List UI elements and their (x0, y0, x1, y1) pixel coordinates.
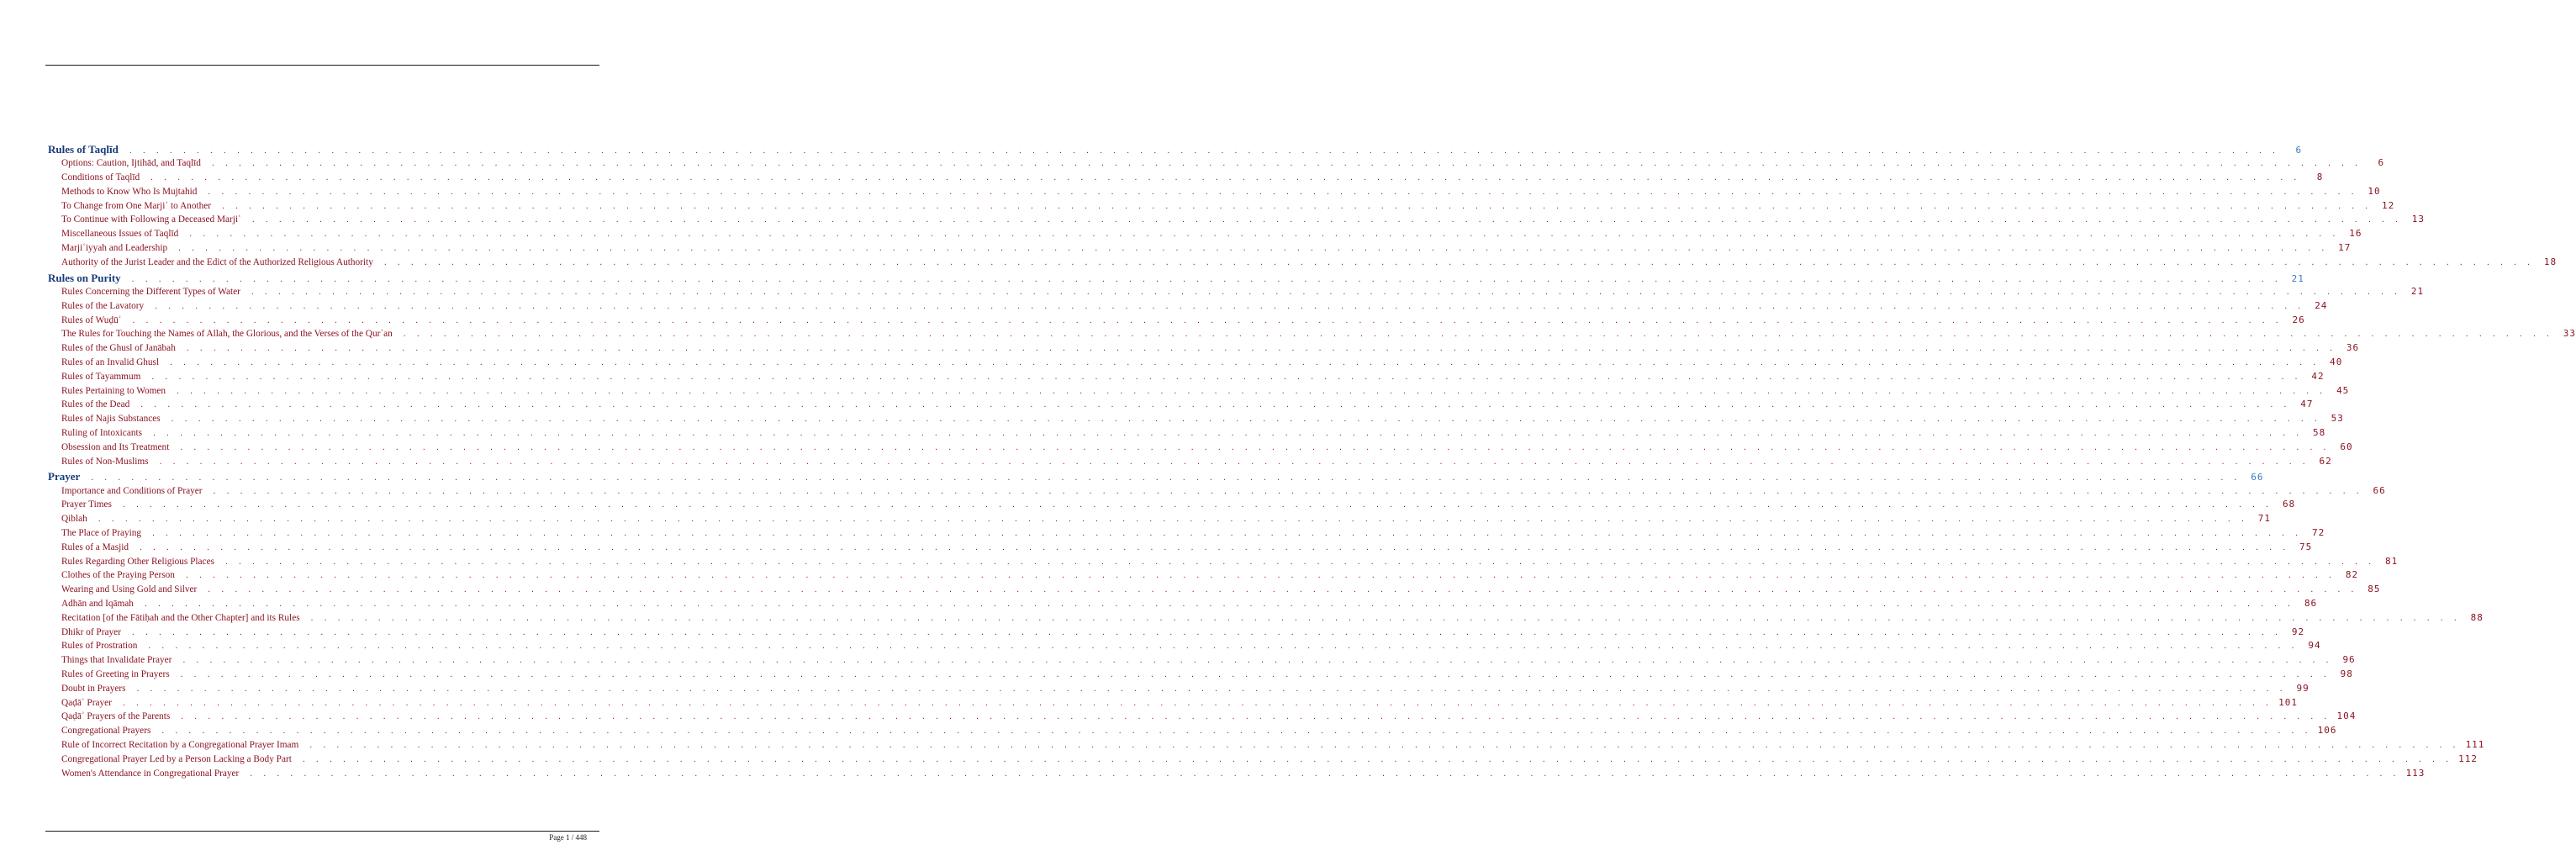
toc-entry-title: Dhikr of Prayer (61, 626, 121, 637)
dot-leader: . . . . . . . . . . . . . . . . . . . . . . . . . . . . . . . . . . . . . . . . . . . . . . . . . . . . . . . . . . . . . . . . . . . . . . . . . . . . . . . . . . . . . . . . . . . . . . . . . . . . . . . . . . . . . . . . . . . . . . . . . . . . . . . . . . . . . . . . . . . . . . . . . . . . . . . . . . . . . . . . (130, 275, 2281, 283)
toc-entry-title: Rules Regarding Other Religious Places (61, 556, 214, 567)
toc-entry-page-number: 42 (2311, 370, 2325, 382)
toc-entry-page-number: 6 (2295, 145, 2303, 156)
toc-entry[interactable] (48, 242, 2352, 256)
toc-entry-page-number: 58 (2313, 426, 2326, 438)
dot-leader: . . . . . . . . . . . . . . . . . . . . . . . . . . . . . . . . . . . . . . . . . . . . . . . . . . . . . . . . . . . . . . . . . . . . . . . . . . . . . . . . . . . . . . . . . . . . . . . . . . . . . . . . . . . . . . . . . . . . . . . . . . . . . . . . . . . . . . . . . . . . . . . . . . . . . . . . . . . . . . . . (182, 657, 2332, 665)
toc-entry-title: Rules of Prostration (61, 641, 138, 652)
toc-entry[interactable] (48, 738, 2485, 753)
toc-section-entry[interactable] (48, 143, 2303, 157)
dot-leader: . . . . . . . . . . . . . . . . . . . . . . . . . . . . . . . . . . . . . . . . . . . . . . . . . . . . . . . . . . . . . . . . . . . . . . . . . . . . . . . . . . . . . . . . . . . . . . . . . . . . . . . . . . . . . . . . . . . . . . . . . . . . . . . . . . . . . . . . . . . . . . . . . . . . . . . . . . . . . . . . (135, 684, 2286, 693)
dot-leader: . . . . . . . . . . . . . . . . . . . . . . . . . . . . . . . . . . . . . . . . . . . . . . . . . . . . . . . . . . . . . . . . . . . . . . . . . . . . . . . . . . . . . . . . . . . . . . . . . . . . . . . . . . . . . . . . . . . . . . . . . . . . . . . . . . . . . . . . . . . . . . . . . . . . . . . . . . . . . . . . (130, 628, 2282, 637)
toc-entry-title: Prayer (48, 470, 81, 483)
toc-entry[interactable] (48, 328, 2576, 342)
toc-entry-page-number: 66 (2251, 472, 2264, 483)
toc-entry-title: Congregational Prayer Led by a Person Lacking a Body Part (61, 753, 292, 764)
dot-leader: . . . . . . . . . . . . . . . . . . . . . . . . . . . . . . . . . . . . . . . . . . . . . . . . . . . . . . . . . . . . . . . . . . . . . . . . . . . . . . . . . . . . . . . . . . . . . . . . . . . . . . . . . . . . . . . . . . . . . . . . . . . . . . . . . . . . . . . . . . . . . . . . . . . . . . . . . . . . . . . . (309, 741, 2459, 749)
toc-entry[interactable] (48, 569, 2359, 584)
toc-entry[interactable] (48, 356, 2343, 371)
dot-leader: . . . . . . . . . . . . . . . . . . . . . . . . . . . . . . . . . . . . . . . . . . . . . . . . . . . . . . . . . . . . . . . . . . . . . . . . . . . . . . . . . . . . . . . . . . . . . . . . . . . . . . . . . . . . . . . . . . . . . . . . . . . . . . . . . . . . . . . . . . . . . . . . . . . . . . . . . . . . . . . . (250, 288, 2401, 296)
toc-entry-page-number: 82 (2345, 569, 2359, 581)
dot-leader: . . . . . . . . . . . . . . . . . . . . . . . . . . . . . . . . . . . . . . . . . . . . . . . . . . . . . . . . . . . . . . . . . . . . . . . . . . . . . . . . . . . . . . . . . . . . . . . . . . . . . . . . . . . . . . . . . . . . . . . . . . . . . . . . . . . . . . . . . . . . . . . . . . . . . . . . . . . . . . . . (177, 245, 2328, 253)
dot-leader: . . . . . . . . . . . . . . . . . . . . . . . . . . . . . . . . . . . . . . . . . . . . . . . . . . . . . . . . . . . . . . . . . . . . . . . . . . . . . . . . . . . . . . . . . . . . . . . . . . . . . . . . . . . . . . . . . . . . . . . . . . . . . . . . . . . . . . . . . . . . . . . . . . . . . . . . . . . . . . . . (212, 487, 2362, 495)
toc-entry-page-number: 96 (2342, 654, 2356, 666)
header-rule (45, 65, 599, 66)
footer-rule (45, 831, 599, 832)
dot-leader: . . . . . . . . . . . . . . . . . . . . . . . . . . . . . . . . . . . . . . . . . . . . . . . . . . . . . . . . . . . . . . . . . . . . . . . . . . . . . . . . . . . . . . . . . . . . . . . . . . . . . . . . . . . . . . . . . . . . . . . . . . . . . . . . . . . . . . . . . . . . . . . . . . . . . . . . . . . . . . . . (121, 699, 2272, 707)
toc-entry-title: Rules of the Ghusl of Janābah (61, 343, 176, 354)
toc-entry-page-number: 88 (2470, 611, 2484, 623)
toc-entry[interactable] (48, 214, 2426, 228)
toc-entry-title: Conditions of Taqlīd (61, 172, 140, 183)
toc-entry[interactable] (48, 513, 2271, 527)
dot-leader: . . . . . . . . . . . . . . . . . . . . . . . . . . . . . . . . . . . . . . . . . . . . . . . . . . . . . . . . . . . . . . . . . . . . . . . . . . . . . . . . . . . . . . . . . . . . . . . . . . . . . . . . . . . . . . . . . . . . . . . . . . . . . . . . . . . . . . . . . . . . . . . . . . . . . . . . . . . . . . . . (140, 401, 2290, 409)
toc-entry[interactable] (48, 626, 2305, 641)
dot-leader: . . . . . . . . . . . . . . . . . . . . . . . . . . . . . . . . . . . . . . . . . . . . . . . . . . . . . . . . . . . . . . . . . . . . . . . . . . . . . . . . . . . . . . . . . . . . . . . . . . . . . . . . . . . . . . . . . . . . . . . . . . . . . . . . . . . . . . . . . . . . . . . . . . . . . . . . . . . . . . . . (210, 160, 2362, 168)
toc-entry[interactable] (48, 157, 2385, 172)
dot-leader: . . . . . . . . . . . . . . . . . . . . . . . . . . . . . . . . . . . . . . . . . . . . . . . . . . . . . . . . . . . . . . . . . . . . . . . . . . . . . . . . . . . . . . . . . . . . . . . . . . . . . . . . . . . . . . . . . . . . . . . . . . . . . . . . . . . . . . . . . . . . . . . . . . . . . . . . . . . . . . . . (176, 387, 2326, 395)
dot-leader: . . . . . . . . . . . . . . . . . . . . . . . . . . . . . . . . . . . . . . . . . . . . . . . . . . . . . . . . . . . . . . . . . . . . . . . . . . . . . . . . . . . . . . . . . . . . . . . . . . . . . . . . . . . . . . . . . . . . . . . . . . . . . . . . . . . . . . . . . . . . . . . . . . . . . . . . . . . . . . . . (158, 457, 2309, 466)
dot-leader: . . . . . . . . . . . . . . . . . . . . . . . . . . . . . . . . . . . . . . . . . . . . . . . . . . . . . . . . . . . . . . . . . . . . . . . . . . . . . . . . . . . . . . . . . . . . . . . . . . . . . . . . . . . . . . . . . . . . . . . . . . . . . . . . . . . . . . . . . . . . . . . . . . . . . . . . . . . . . . . . (170, 415, 2320, 424)
toc-entry-title: Rules of Najis Substances (61, 414, 161, 425)
toc-entry[interactable] (48, 426, 2326, 441)
dot-leader: . . . . . . . . . . . . . . . . . . . . . . . . . . . . . . . . . . . . . . . . . . . . . . . . . . . . . . . . . . . . . . . . . . . . . . . . . . . . . . . . . . . . . . . . . . . . . . . . . . . . . . . . . . . . . . . . . . . . . . . . . . . . . . . . . . . . . . . . . . . . . . . . . . . . . . . . . . . . . . . . (150, 174, 2300, 182)
toc-entry-page-number: 68 (2282, 499, 2296, 510)
toc-entry-page-number: 112 (2458, 753, 2478, 764)
toc-entry-page-number: 66 (2373, 484, 2386, 496)
toc-entry-title: Authority of the Jurist Leader and the Edict of the Authorized Religious Authority (61, 256, 373, 267)
dot-leader: . . . . . . . . . . . . . . . . . . . . . . . . . . . . . . . . . . . . . . . . . . . . . . . . . . . . . . . . . . . . . . . . . . . . . . . . . . . . . . . . . . . . . . . . . . . . . . . . . . . . . . . . . . . . . . . . . . . . . . . . . . . . . . . . . . . . . . . . . . . . . . . . . . . . . . . . . . . . . . . . (161, 727, 2311, 736)
toc-entry-title: Rules of Taqlīd (48, 143, 119, 156)
toc-entry-page-number: 104 (2336, 710, 2357, 722)
toc-section-entry[interactable] (48, 470, 2264, 484)
dot-leader: . . . . . . . . . . . . . . . . . . . . . . . . . . . . . . . . . . . . . . . . . . . . . . . . . . . . . . . . . . . . . . . . . . . . . . . . . . . . . . . . . . . . . . . . . . . . . . . . . . . . . . . . . . . . . . . . . . . . . . . . . . . . . . . . . . . . . . . . . . . . . . . . . . . . . . . . . . . . . . . . (97, 515, 2247, 524)
dot-leader: . . . . . . . . . . . . . . . . . . . . . . . . . . . . . . . . . . . . . . . . . . . . . . . . . . . . . . . . . . . . . . . . . . . . . . . . . . . . . . . . . . . . . . . . . . . . . . . . . . . . . . . . . . . . . . . . . . . . . . . . . . . . . . . . . . . . . . . . . . . . . . . . . . . . . . . . . . . . . . . . (249, 769, 2399, 778)
dot-leader: . . . . . . . . . . . . . . . . . . . . . . . . . . . . . . . . . . . . . . . . . . . . . . . . . . . . . . . . . . . . . . . . . . . . . . . . . . . . . . . . . . . . . . . . . . . . . . . . . . . . . . . . . . . . . . . . . . . . . . . . . . . . . . . . . . . . . . . . . . . . . . . . . . . . . . . . . . . . . . . . (90, 474, 2241, 483)
toc-entry-page-number: 53 (2331, 413, 2344, 425)
toc-entry-title: Miscellaneous Issues of Taqlīd (61, 229, 179, 240)
toc-entry-title: Rules Pertaining to Women (61, 385, 166, 396)
toc-entry[interactable] (48, 185, 2381, 200)
toc-entry-title: Things that Invalidate Prayer (61, 655, 172, 666)
toc-entry[interactable] (48, 370, 2325, 385)
toc-entry-title: The Place of Praying (61, 528, 142, 539)
toc-entry-title: Rules of the Lavatory (61, 300, 145, 311)
dot-leader: . . . . . . . . . . . . . . . . . . . . . . . . . . . . . . . . . . . . . . . . . . . . . . . . . . . . . . . . . . . . . . . . . . . . . . . . . . . . . . . . . . . . . . . . . . . . . . . . . . . . . . . . . . . . . . . . . . . . . . . . . . . . . . . . . . . . . . . . . . . . . . . . . . . . . . . . . . . . . . . . (402, 330, 2553, 339)
toc-entry-title: Ruling of Intoxicants (61, 427, 143, 438)
dot-leader: . . . . . . . . . . . . . . . . . . . . . . . . . . . . . . . . . . . . . . . . . . . . . . . . . . . . . . . . . . . . . . . . . . . . . . . . . . . . . . . . . . . . . . . . . . . . . . . . . . . . . . . . . . . . . . . . . . . . . . . . . . . . . . . . . . . . . . . . . . . . . . . . . . . . . . . . . . . . . . . . (221, 202, 2372, 210)
toc-entry[interactable] (48, 725, 2337, 739)
toc-entry-title: Rules of a Masjid (61, 541, 129, 552)
toc-entry-title: To Continue with Following a Deceased Marjiʿ (61, 214, 241, 225)
toc-entry-page-number: 85 (2367, 584, 2381, 595)
dot-leader: . . . . . . . . . . . . . . . . . . . . . . . . . . . . . . . . . . . . . . . . . . . . . . . . . . . . . . . . . . . . . . . . . . . . . . . . . . . . . . . . . . . . . . . . . . . . . . . . . . . . . . . . . . . . . . . . . . . . . . . . . . . . . . . . . . . . . . . . . . . . . . . . . . . . . . . . . . . . . . . . (154, 302, 2304, 310)
toc-entry-page-number: 47 (2300, 399, 2314, 410)
toc-entry-page-number: 16 (2349, 228, 2362, 240)
toc-entry-page-number: 6 (2378, 157, 2385, 169)
toc-entry-title: Rules of Tayammum (61, 371, 141, 382)
toc-entry-title: To Change from One Marjiʿ to Another (61, 200, 212, 211)
dot-leader: . . . . . . . . . . . . . . . . . . . . . . . . . . . . . . . . . . . . . . . . . . . . . . . . . . . . . . . . . . . . . . . . . . . . . . . . . . . . . . . . . . . . . . . . . . . . . . . . . . . . . . . . . . . . . . . . . . . . . . . . . . . . . . . . . . . . . . . . . . . . . . . . . . . . . . . . . . . . . . . . (179, 670, 2330, 679)
toc-entry[interactable] (48, 314, 2305, 329)
dot-leader: . . . . . . . . . . . . . . . . . . . . . . . . . . . . . . . . . . . . . . . . . . . . . . . . . . . . . . . . . . . . . . . . . . . . . . . . . . . . . . . . . . . . . . . . . . . . . . . . . . . . . . . . . . . . . . . . . . . . . . . . . . . . . . . . . . . . . . . . . . . . . . . . . . . . . . . . . . . . . . . . (147, 642, 2298, 651)
page-indicator: Page 1 / 448 (549, 833, 587, 842)
toc-entry[interactable] (48, 228, 2362, 242)
toc-entry-page-number: 12 (2382, 199, 2395, 211)
toc-entry[interactable] (48, 767, 2426, 782)
toc-entry-title: Marjiʿiyyah and Leadership (61, 243, 168, 254)
dot-leader: . . . . . . . . . . . . . . . . . . . . . . . . . . . . . . . . . . . . . . . . . . . . . . . . . . . . . . . . . . . . . . . . . . . . . . . . . . . . . . . . . . . . . . . . . . . . . . . . . . . . . . . . . . . . . . . . . . . . . . . . . . . . . . . . . . . . . . . . . . . . . . . . . . . . . . . . . . . . . . . . (184, 572, 2336, 580)
dot-leader: . . . . . . . . . . . . . . . . . . . . . . . . . . . . . . . . . . . . . . . . . . . . . . . . . . . . . . . . . . . . . . . . . . . . . . . . . . . . . . . . . . . . . . . . . . . . . . . . . . . . . . . . . . . . . . . . . . . . . . . . . . . . . . . . . . . . . . . . . . . . . . . . . . . . . . . . . . . . . . . . (383, 258, 2534, 267)
toc-entry-page-number: 33 (2563, 328, 2576, 340)
toc-entry[interactable] (48, 484, 2386, 499)
dot-leader: . . . . . . . . . . . . . . . . . . . . . . . . . . . . . . . . . . . . . . . . . . . . . . . . . . . . . . . . . . . . . . . . . . . . . . . . . . . . . . . . . . . . . . . . . . . . . . . . . . . . . . . . . . . . . . . . . . . . . . . . . . . . . . . . . . . . . . . . . . . . . . . . . . . . . . . . . . . . . . . . (169, 358, 2320, 367)
toc-entry-page-number: 75 (2299, 541, 2313, 552)
toc-entry-page-number: 40 (2330, 356, 2343, 367)
toc-entry-page-number: 99 (2296, 682, 2309, 694)
dot-leader: . . . . . . . . . . . . . . . . . . . . . . . . . . . . . . . . . . . . . . . . . . . . . . . . . . . . . . . . . . . . . . . . . . . . . . . . . . . . . . . . . . . . . . . . . . . . . . . . . . . . . . . . . . . . . . . . . . . . . . . . . . . . . . . . . . . . . . . . . . . . . . . . . . . . . . . . . . . . . . . . (150, 372, 2301, 381)
dot-leader: . . . . . . . . . . . . . . . . . . . . . . . . . . . . . . . . . . . . . . . . . . . . . . . . . . . . . . . . . . . . . . . . . . . . . . . . . . . . . . . . . . . . . . . . . . . . . . . . . . . . . . . . . . . . . . . . . . . . . . . . . . . . . . . . . . . . . . . . . . . . . . . . . . . . . . . . . . . . . . . . (207, 586, 2357, 594)
toc-entry-page-number: 24 (2315, 299, 2328, 311)
toc-entry[interactable] (48, 413, 2344, 427)
toc-entry[interactable] (48, 598, 2318, 612)
toc-section-entry[interactable] (48, 271, 2304, 286)
toc-entry-title: Options: Caution, Ijtihād, and Taqlīd (61, 158, 201, 169)
toc-entry[interactable] (48, 399, 2314, 413)
dot-leader: . . . . . . . . . . . . . . . . . . . . . . . . . . . . . . . . . . . . . . . . . . . . . . . . . . . . . . . . . . . . . . . . . . . . . . . . . . . . . . . . . . . . . . . . . . . . . . . . . . . . . . . . . . . . . . . . . . . . . . . . . . . . . . . . . . . . . . . . . . . . . . . . . . . . . . . . . . . . . . . . (151, 530, 2302, 538)
toc-entry-page-number: 72 (2312, 527, 2325, 539)
dot-leader: . . . . . . . . . . . . . . . . . . . . . . . . . . . . . . . . . . . . . . . . . . . . . . . . . . . . . . . . . . . . . . . . . . . . . . . . . . . . . . . . . . . . . . . . . . . . . . . . . . . . . . . . . . . . . . . . . . . . . . . . . . . . . . . . . . . . . . . . . . . . . . . . . . . . . . . . . . . . . . . . (251, 216, 2402, 224)
toc-entry-title: Women's Attendance in Congregational Prayer (61, 768, 240, 779)
toc-entry[interactable] (48, 640, 2321, 654)
toc-entry[interactable] (48, 654, 2356, 668)
dot-leader: . . . . . . . . . . . . . . . . . . . . . . . . . . . . . . . . . . . . . . . . . . . . . . . . . . . . . . . . . . . . . . . . . . . . . . . . . . . . . . . . . . . . . . . . . . . . . . . . . . . . . . . . . . . . . . . . . . . . . . . . . . . . . . . . . . . . . . . . . . . . . . . . . . . . . . . . . . . . . . . . (128, 147, 2279, 155)
dot-leader: . . . . . . . . . . . . . . . . . . . . . . . . . . . . . . . . . . . . . . . . . . . . . . . . . . . . . . . . . . . . . . . . . . . . . . . . . . . . . . . . . . . . . . . . . . . . . . . . . . . . . . . . . . . . . . . . . . . . . . . . . . . . . . . . . . . . . . . . . . . . . . . . . . . . . . . . . . . . . . . . (185, 345, 2336, 353)
toc-entry-title: Rules of the Dead (61, 399, 130, 410)
toc-entry-title: Obsession and Its Treatment (61, 441, 170, 452)
toc-entry-title: Importance and Conditions of Prayer (61, 485, 203, 496)
toc-entry-title: Rules of Greeting in Prayers (61, 668, 170, 679)
toc-entry-page-number: 8 (2316, 172, 2324, 183)
toc-entry-page-number: 94 (2308, 640, 2321, 652)
toc-entry[interactable] (48, 285, 2425, 300)
toc-entry-page-number: 98 (2340, 668, 2353, 679)
toc-entry[interactable] (48, 455, 2332, 470)
dot-leader: . . . . . . . . . . . . . . . . . . . . . . . . . . . . . . . . . . . . . . . . . . . . . . . . . . . . . . . . . . . . . . . . . . . . . . . . . . . . . . . . . . . . . . . . . . . . . . . . . . . . . . . . . . . . . . . . . . . . . . . . . . . . . . . . . . . . . . . . . . . . . . . . . . . . . . . . . . . . . . . . (152, 429, 2303, 437)
toc-entry-title: Rules Concerning the Different Types of Water (61, 286, 240, 297)
toc-entry-title: Qaḍāʾ Prayer (61, 697, 112, 708)
toc-entry[interactable] (48, 199, 2395, 214)
toc-entry-page-number: 101 (2278, 696, 2299, 708)
toc-entry-page-number: 86 (2304, 598, 2318, 609)
toc-entry-title: The Rules for Touching the Names of Allah, the Glorious, and the Verses of the Qurʾan (61, 329, 393, 340)
toc-entry-title: Rules on Purity (48, 271, 121, 284)
toc-entry[interactable] (48, 753, 2478, 768)
toc-entry-title: Wearing and Using Gold and Silver (61, 584, 198, 595)
toc-entry-page-number: 36 (2346, 342, 2360, 354)
dot-leader: . . . . . . . . . . . . . . . . . . . . . . . . . . . . . . . . . . . . . . . . . . . . . . . . . . . . . . . . . . . . . . . . . . . . . . . . . . . . . . . . . . . . . . . . . . . . . . . . . . . . . . . . . . . . . . . . . . . . . . . . . . . . . . . . . . . . . . . . . . . . . . . . . . . . . . . . . . . . . . . . (188, 230, 2339, 239)
dot-leader: . . . . . . . . . . . . . . . . . . . . . . . . . . . . . . . . . . . . . . . . . . . . . . . . . . . . . . . . . . . . . . . . . . . . . . . . . . . . . . . . . . . . . . . . . . . . . . . . . . . . . . . . . . . . . . . . . . . . . . . . . . . . . . . . . . . . . . . . . . . . . . . . . . . . . . . . . . . . . . . . (121, 501, 2272, 510)
toc-entry[interactable] (48, 499, 2296, 513)
toc-entry[interactable] (48, 584, 2381, 598)
toc-entry-page-number: 17 (2338, 242, 2352, 254)
dot-leader: . . . . . . . . . . . . . . . . . . . . . . . . . . . . . . . . . . . . . . . . . . . . . . . . . . . . . . . . . . . . . . . . . . . . . . . . . . . . . . . . . . . . . . . . . . . . . . . . . . . . . . . . . . . . . . . . . . . . . . . . . . . . . . . . . . . . . . . . . . . . . . . . . . . . . . . . . . . . . . . . (131, 316, 2282, 325)
toc-entry-page-number: 26 (2292, 314, 2305, 325)
toc-entry-title: Adhān and Iqāmah (61, 599, 134, 609)
toc-entry-page-number: 106 (2317, 725, 2337, 737)
toc-entry-title: Prayer Times (61, 499, 112, 510)
toc-entry[interactable] (48, 384, 2350, 399)
toc-entry-title: Doubt in Prayers (61, 683, 126, 694)
toc-entry-page-number: 81 (2384, 555, 2399, 567)
toc-entry-page-number: 13 (2411, 214, 2426, 225)
toc-entry-page-number: 10 (2367, 185, 2381, 197)
toc-entry[interactable] (48, 299, 2328, 314)
toc-entry-title: Methods to Know Who Is Mujtahid (61, 186, 198, 197)
dot-leader: . . . . . . . . . . . . . . . . . . . . . . . . . . . . . . . . . . . . . . . . . . . . . . . . . . . . . . . . . . . . . . . . . . . . . . . . . . . . . . . . . . . . . . . . . . . . . . . . . . . . . . . . . . . . . . . . . . . . . . . . . . . . . . . . . . . . . . . . . . . . . . . . . . . . . . . . . . . . . . . . (139, 543, 2289, 552)
dot-leader: . . . . . . . . . . . . . . . . . . . . . . . . . . . . . . . . . . . . . . . . . . . . . . . . . . . . . . . . . . . . . . . . . . . . . . . . . . . . . . . . . . . . . . . . . . . . . . . . . . . . . . . . . . . . . . . . . . . . . . . . . . . . . . . . . . . . . . . . . . . . . . . . . . . . . . . . . . . . . . . . (207, 188, 2357, 196)
toc-entry-title: Congregational Prayers (61, 726, 151, 737)
toc-entry-page-number: 113 (2405, 767, 2426, 779)
toc-entry[interactable] (48, 696, 2299, 711)
toc-entry-title: Qaḍāʾ Prayers of the Parents (61, 711, 171, 722)
toc-entry-page-number: 92 (2291, 626, 2305, 637)
toc-entry[interactable] (48, 527, 2325, 541)
dot-leader: . . . . . . . . . . . . . . . . . . . . . . . . . . . . . . . . . . . . . . . . . . . . . . . . . . . . . . . . . . . . . . . . . . . . . . . . . . . . . . . . . . . . . . . . . . . . . . . . . . . . . . . . . . . . . . . . . . . . . . . . . . . . . . . . . . . . . . . . . . . . . . . . . . . . . . . . . . . . . . . . (143, 600, 2294, 608)
toc-entry-title: Rules of Non-Muslims (61, 456, 149, 467)
dot-leader: . . . . . . . . . . . . . . . . . . . . . . . . . . . . . . . . . . . . . . . . . . . . . . . . . . . . . . . . . . . . . . . . . . . . . . . . . . . . . . . . . . . . . . . . . . . . . . . . . . . . . . . . . . . . . . . . . . . . . . . . . . . . . . . . . . . . . . . . . . . . . . . . . . . . . . . . . . . . . . . . (309, 614, 2460, 622)
dot-leader: . . . . . . . . . . . . . . . . . . . . . . . . . . . . . . . . . . . . . . . . . . . . . . . . . . . . . . . . . . . . . . . . . . . . . . . . . . . . . . . . . . . . . . . . . . . . . . . . . . . . . . . . . . . . . . . . . . . . . . . . . . . . . . . . . . . . . . . . . . . . . . . . . . . . . . . . . . . . . . . . (180, 713, 2331, 721)
toc-entry-page-number: 21 (2291, 272, 2304, 284)
dot-leader: . . . . . . . . . . . . . . . . . . . . . . . . . . . . . . . . . . . . . . . . . . . . . . . . . . . . . . . . . . . . . . . . . . . . . . . . . . . . . . . . . . . . . . . . . . . . . . . . . . . . . . . . . . . . . . . . . . . . . . . . . . . . . . . . . . . . . . . . . . . . . . . . . . . . . . . . . . . . . . . . (179, 443, 2330, 452)
toc-entry-page-number: 62 (2319, 455, 2332, 467)
toc-entry[interactable] (48, 342, 2360, 357)
toc-entry[interactable] (48, 682, 2309, 697)
toc-entry-title: Recitation [of the Fātiḥah and the Other Chapter] and its Rules (61, 612, 300, 623)
toc-entry-page-number: 111 (2465, 738, 2485, 750)
toc-entry-page-number: 45 (2336, 384, 2350, 396)
toc-entry-page-number: 18 (2543, 256, 2558, 267)
toc-entry-title: Qiblah (61, 514, 87, 525)
toc-entry[interactable] (48, 256, 2558, 271)
toc-entry[interactable] (48, 668, 2353, 683)
dot-leader: . . . . . . . . . . . . . . . . . . . . . . . . . . . . . . . . . . . . . . . . . . . . . . . . . . . . . . . . . . . . . . . . . . . . . . . . . . . . . . . . . . . . . . . . . . . . . . . . . . . . . . . . . . . . . . . . . . . . . . . . . . . . . . . . . . . . . . . . . . . . . . . . . . . . . . . . . . . . . . . . (224, 557, 2375, 566)
dot-leader: . . . . . . . . . . . . . . . . . . . . . . . . . . . . . . . . . . . . . . . . . . . . . . . . . . . . . . . . . . . . . . . . . . . . . . . . . . . . . . . . . . . . . . . . . . . . . . . . . . . . . . . . . . . . . . . . . . . . . . . . . . . . . . . . . . . . . . . . . . . . . . . . . . . . . . . . . . . . . . . . (301, 755, 2452, 763)
toc-entry-page-number: 71 (2257, 513, 2271, 525)
toc-entry-page-number: 21 (2410, 285, 2425, 297)
toc-entry[interactable] (48, 555, 2399, 570)
toc-entry-title: Rules of Wuḍūʾ (61, 314, 122, 325)
toc-entry[interactable] (48, 441, 2353, 456)
toc-entry-title: Rules of an Invalid Ghusl (61, 357, 160, 367)
toc-entry[interactable] (48, 611, 2484, 626)
toc-entry-title: Rule of Incorrect Recitation by a Congregational Prayer Imam (61, 739, 299, 750)
toc-entry[interactable] (48, 172, 2324, 186)
table-of-contents (48, 142, 2576, 781)
toc-entry-page-number: 60 (2340, 441, 2353, 452)
toc-entry[interactable] (48, 710, 2357, 725)
toc-entry[interactable] (48, 541, 2313, 556)
toc-entry-title: Clothes of the Praying Person (61, 570, 175, 581)
